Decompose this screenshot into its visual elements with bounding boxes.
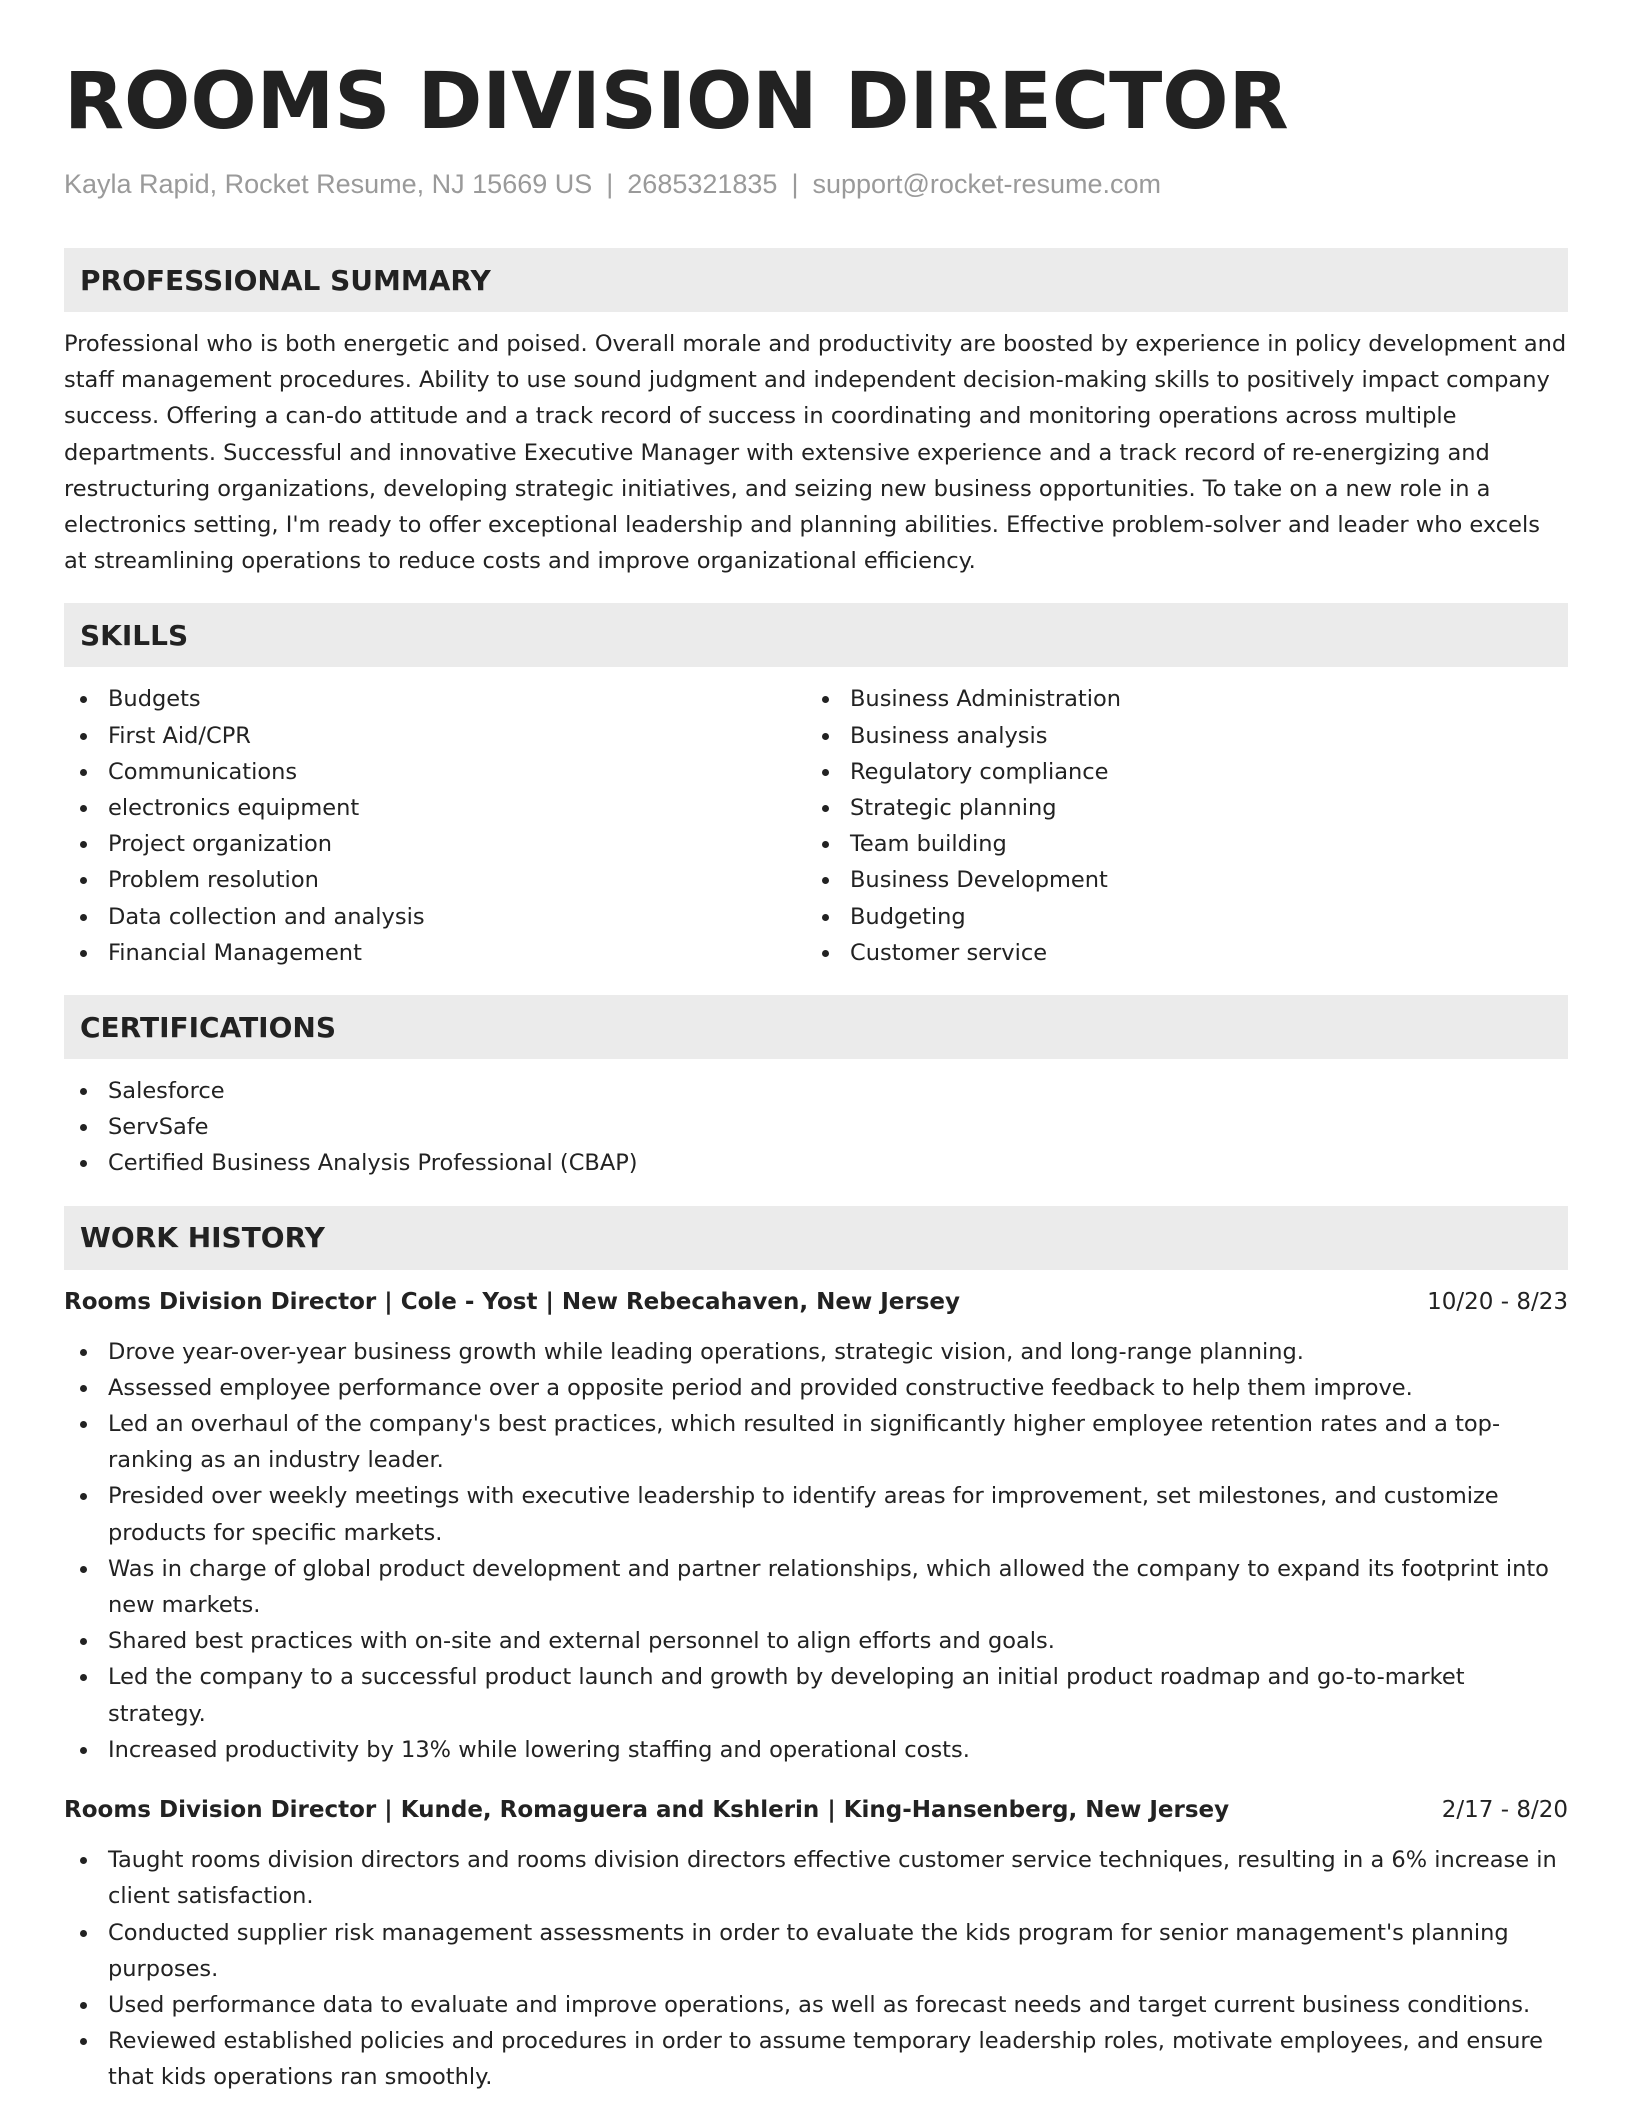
job-entry — [64, 1792, 1568, 2095]
job-bullets — [64, 1842, 1568, 2095]
job-bullet: Drove year-over-year business growth while leading operations, strategic vision, and long-range planning. — [64, 1334, 1568, 1370]
skills-column-right — [806, 681, 1548, 971]
job-bullet: Led the company to a successful product launch and growth by developing an initial product roadmap and go-to-market strategy. — [64, 1659, 1568, 1731]
skill-item: Problem resolution — [64, 862, 806, 898]
skill-item: Strategic planning — [806, 790, 1548, 826]
job-header — [64, 1792, 1568, 1828]
contact-phone: 2685321835 — [627, 169, 778, 199]
skill-item: Business analysis — [806, 718, 1548, 754]
job-dates: 10/20 - 8/23 — [1427, 1288, 1568, 1315]
job-bullet: Increased productivity by 13% while lowering staffing and operational costs. — [64, 1732, 1568, 1768]
job-bullet: Assessed employee performance over a opposite period and provided constructive feedback to help them improve. — [64, 1370, 1568, 1406]
skill-item: Budgets — [64, 681, 806, 717]
skill-item: Business Administration — [806, 681, 1548, 717]
contact-address: Kayla Rapid, Rocket Resume, NJ 15669 US — [64, 169, 593, 199]
skill-item: Financial Management — [64, 935, 806, 971]
job-title: Rooms Division Director | Kunde, Romaguera and Kshlerin | King-Hansenberg, New Jersey — [64, 1797, 1230, 1824]
job-bullet: Shared best practices with on-site and external personnel to align efforts and goals. — [64, 1623, 1568, 1659]
job-title: Rooms Division Director | Cole - Yost | New Rebecahaven, New Jersey — [64, 1288, 960, 1315]
job-bullet: Presided over weekly meetings with executive leadership to identify areas for improvement, set milestones, and customize products for specific markets. — [64, 1478, 1568, 1550]
contact-separator: | — [606, 169, 614, 199]
skills-grid — [64, 681, 1568, 971]
skill-item: electronics equipment — [64, 790, 806, 826]
skill-item: Regulatory compliance — [806, 754, 1548, 790]
contact-separator: | — [791, 169, 799, 199]
skill-item: First Aid/CPR — [64, 718, 806, 754]
skill-item: Communications — [64, 754, 806, 790]
job-bullet: Reviewed established policies and procedures in order to assume temporary leadership roles, motivate employees, and ensure that kids operations ran smoothly. — [64, 2023, 1568, 2095]
skill-item: Business Development — [806, 862, 1548, 898]
certification-item: ServSafe — [64, 1109, 1568, 1145]
section-header-certifications: CERTIFICATIONS — [64, 995, 1568, 1059]
contact-line — [64, 164, 1568, 204]
section-header-work-history: WORK HISTORY — [64, 1206, 1568, 1270]
skill-item: Project organization — [64, 826, 806, 862]
certification-item: Certified Business Analysis Professional (CBAP) — [64, 1145, 1568, 1181]
job-bullet: Used performance data to evaluate and improve operations, as well as forecast needs and target current business conditions. — [64, 1987, 1568, 2023]
page-title: ROOMS DIVISION DIRECTOR — [64, 57, 1289, 147]
skill-item: Team building — [806, 826, 1548, 862]
job-bullet: Taught rooms division directors and rooms division directors effective customer service techniques, resulting in a 6% increase in client satisfaction. — [64, 1842, 1568, 1914]
summary-text: Professional who is both energetic and poised. Overall morale and productivity are boosted by experience in policy development and staff management procedures. Ability to use sound judgment and independent decision-making skills to positively impact company success. Offering a can-do attitude and a track record of success in coordinating and monitoring operations across multiple departments. Successful and innovative Executive Manager with extensive experience and a track record of re-energizing and restructuring organizations, developing strategic initiatives, and seizing new business opportunities. To take on a new role in a electronics setting, I'm ready to offer exceptional leadership and planning abilities. Effective problem-solver and leader who excels at streamlining operations to reduce costs and improve organizational efficiency. — [64, 331, 1567, 575]
skills-list-right — [806, 681, 1548, 971]
certifications-list — [64, 1073, 1568, 1182]
job-bullet: Led an overhaul of the company's best practices, which resulted in significantly higher employee retention rates and a top-ranking as an industry leader. — [64, 1406, 1568, 1478]
contact-email: support@rocket-resume.com — [812, 169, 1161, 199]
skill-item: Budgeting — [806, 899, 1548, 935]
skills-column-left — [64, 681, 806, 971]
skills-list-left — [64, 681, 806, 971]
job-bullet: Was in charge of global product development and partner relationships, which allowed the company to expand its footprint into new markets. — [64, 1551, 1568, 1623]
skill-item: Data collection and analysis — [64, 899, 806, 935]
section-header-summary: PROFESSIONAL SUMMARY — [64, 248, 1568, 312]
job-header — [64, 1284, 1568, 1320]
job-dates: 2/17 - 8/20 — [1441, 1797, 1568, 1824]
skill-item: Customer service — [806, 935, 1548, 971]
job-bullet: Conducted supplier risk management assessments in order to evaluate the kids program for senior management's planning purposes. — [64, 1915, 1568, 1987]
job-entry — [64, 1284, 1568, 1768]
certification-item: Salesforce — [64, 1073, 1568, 1109]
job-bullets — [64, 1334, 1568, 1768]
section-header-skills: SKILLS — [64, 603, 1568, 667]
